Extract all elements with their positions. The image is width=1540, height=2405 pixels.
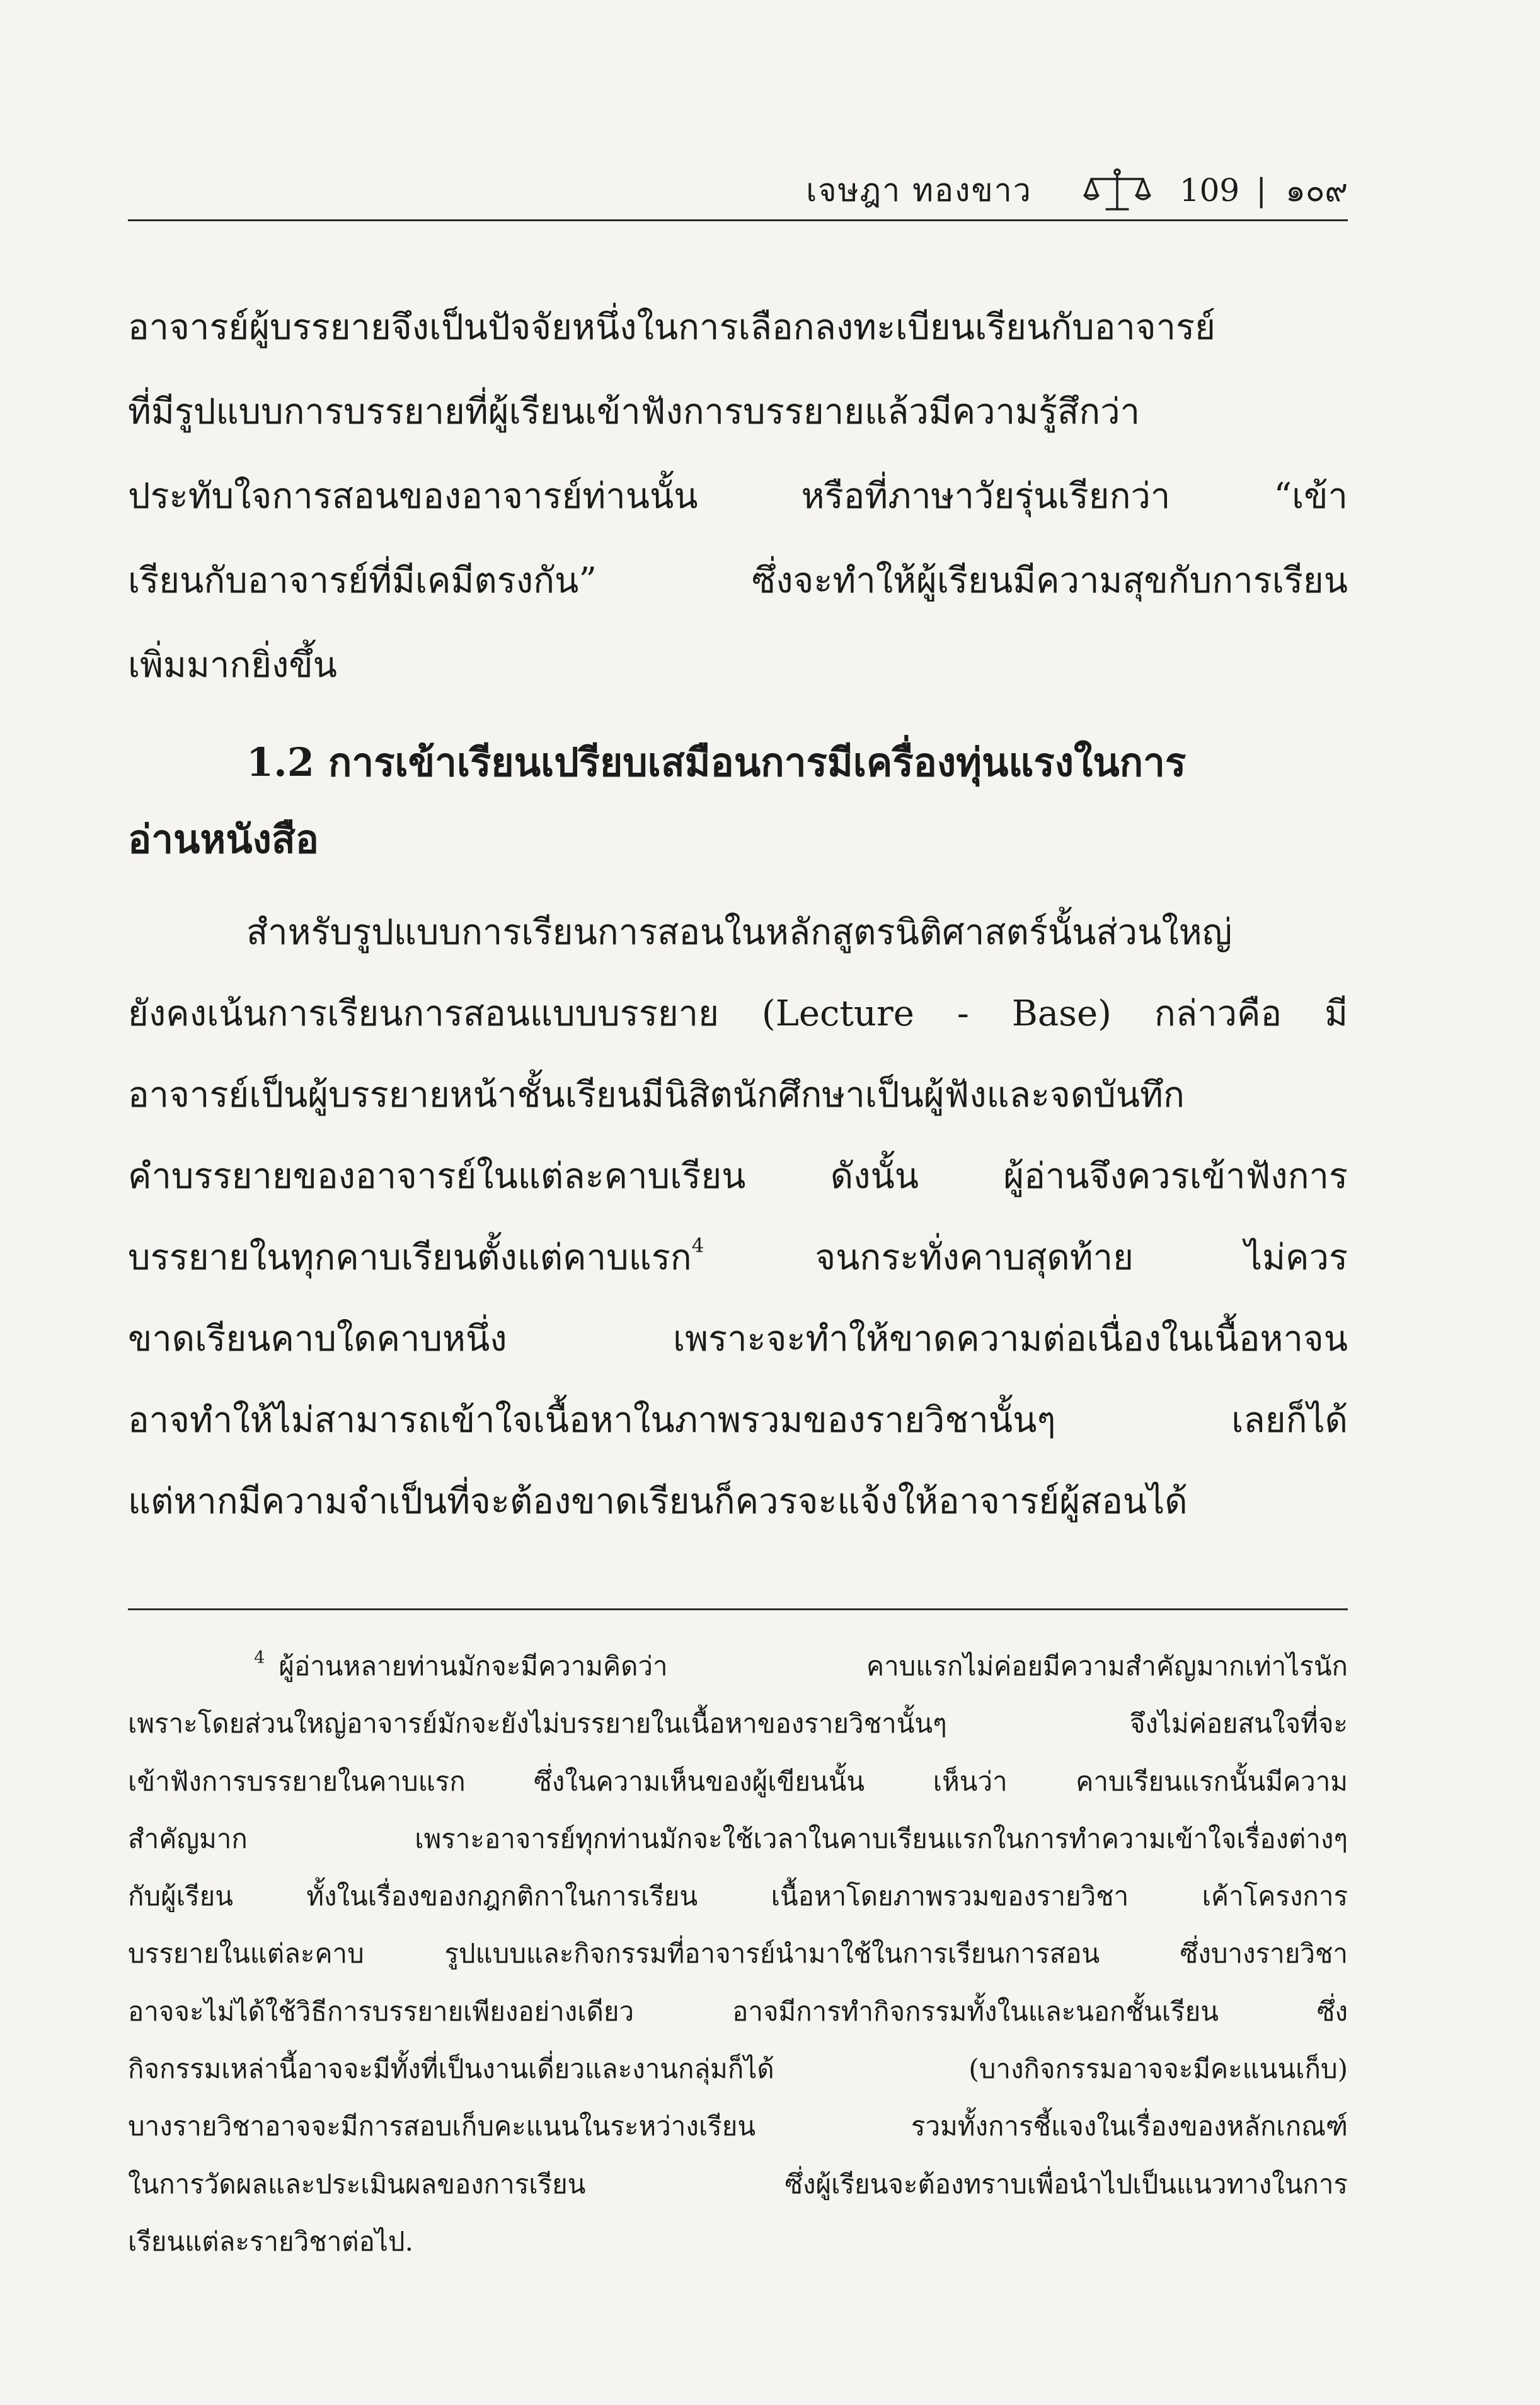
section-number: 1.2 (246, 739, 314, 785)
heading-line (128, 724, 1348, 801)
footnote-line: เพราะโดยส่วนใหญ่อาจารย์มักจะยังไม่บรรยายในเนื้อหาของรายวิชานั้นๆ จึงไม่ค่อยสนใจที่จะ (128, 1708, 1348, 1739)
text-line: ที่มีรูปแบบการบรรยายที่ผู้เรียนเข้าฟังการบรรยายแล้วมีความรู้สึกว่า (128, 391, 1141, 432)
text-line: คำบรรยายของอาจารย์ในแต่ละคาบเรียน ดังนั้น ผู้อ่านจึงควรเข้าฟังการ (128, 1156, 1348, 1197)
text-line: สำหรับรูปแบบการเรียนการสอนในหลักสูตรนิติศาสตร์นั้นส่วนใหญ่ (246, 912, 1233, 953)
heading-line: อ่านหนังสือ (128, 816, 319, 862)
text-line: ยังคงเน้นการเรียนการสอนแบบบรรยาย (Lecture - Base) กล่าวคือ มี (128, 993, 1348, 1034)
text-line: ขาดเรียนคาบใดคาบหนึ่ง เพราะจะทำให้ขาดความต่อเนื่องในเนื้อหาจน (128, 1318, 1348, 1359)
header-rule (128, 219, 1348, 221)
footnote-line: อาจจะไม่ได้ใช้วิธีการบรรยายเพียงอย่างเดียว อาจมีการทำกิจกรรมทั้งในและนอกชั้นเรียน ซึ่ง (128, 1995, 1348, 2027)
text-line (128, 1217, 1348, 1298)
footnote-line: เข้าฟังการบรรยายในคาบแรก ซึ่งในความเห็นของผู้เขียนนั้น เห็นว่า คาบเรียนแรกนั้นมีความ (128, 1765, 1348, 1797)
text-line: เรียนกับอาจารย์ที่มีเคมีตรงกัน” ซึ่งจะทำให้ผู้เรียนมีความสุขกับการเรียน (128, 560, 1348, 601)
text-line: อาจารย์เป็นผู้บรรยายหน้าชั้นเรียนมีนิสิตนักศึกษาเป็นผู้ฟังและจดบันทึก (128, 1075, 1185, 1116)
footnote (128, 1637, 1348, 2270)
footnote-reference: 4 (691, 1234, 704, 1257)
footnote-rule (128, 1608, 1348, 1610)
paragraph-1 (128, 285, 1348, 708)
paragraph-2 (128, 892, 1348, 1542)
footnote-line: บรรยายในแต่ละคาบ รูปแบบและกิจกรรมที่อาจารย์นำมาใช้ในการเรียนการสอน ซึ่งบางรายวิชา (128, 1938, 1348, 1970)
footnote-line: กิจกรรมเหล่านี้อาจจะมีทั้งที่เป็นงานเดี่ยวและงานกลุ่มก็ได้ (บางกิจกรรมอาจจะมีคะแนนเก็บ) (128, 2053, 1348, 2085)
page-number-separator: | (1256, 172, 1267, 209)
footnote-marker: 4 (254, 1647, 265, 1668)
section-heading (128, 724, 1348, 878)
text-line: แต่หากมีความจำเป็นที่จะต้องขาดเรียนก็ควรจะแจ้งให้อาจารย์ผู้สอนได้ (128, 1481, 1188, 1522)
thai-page-number: ๑๐๙ (1285, 171, 1348, 209)
footnote-line: เรียนแต่ละรายวิชาต่อไป. (128, 2225, 413, 2257)
footnote-line: บางรายวิชาอาจจะมีการสอบเก็บคะแนนในระหว่างเรียน รวมทั้งการชี้แจงในเรื่องของหลักเกณฑ์ (128, 2111, 1348, 2142)
author-name: เจษฎา ทองขาว (806, 171, 1032, 209)
heading-text: การเข้าเรียนเปรียบเสมือนการมีเครื่องทุ่นแรงในการ (328, 739, 1187, 785)
footnote-line: กับผู้เรียน ทั้งในเรื่องของกฎกติกาในการเรียน เนื้อหาโดยภาพรวมของรายวิชา เค้าโครงการ (128, 1881, 1348, 1912)
text-line: อาจทำให้ไม่สามารถเข้าใจเนื้อหาในภาพรวมของรายวิชานั้นๆ เลยก็ได้ (128, 1400, 1348, 1441)
scales-of-justice-icon (1083, 166, 1152, 214)
footnote-line: ในการวัดผลและประเมินผลของการเรียน ซึ่งผู้เรียนจะต้องทราบเพื่อนำไปเป็นแนวทางในการ (128, 2168, 1348, 2200)
text-line: อาจารย์ผู้บรรยายจึงเป็นปัจจัยหนึ่งในการเลือกลงทะเบียนเรียนกับอาจารย์ (128, 307, 1215, 348)
text-line: ประทับใจการสอนของอาจารย์ท่านนั้น หรือที่ภาษาวัยรุ่นเรียกว่า “เข้า (128, 476, 1348, 517)
footnote-line (128, 1637, 1348, 1695)
footnote-line: สำคัญมาก เพราะอาจารย์ทุกท่านมักจะใช้เวลาในคาบเรียนแรกในการทำความเข้าใจเรื่องต่างๆ (128, 1823, 1348, 1854)
page-number: 109 (1179, 172, 1240, 209)
text-segment: บรรยายในทุกคาบเรียนตั้งแต่คาบแรก (128, 1237, 692, 1278)
text-line: เพิ่มมากยิ่งขึ้น (128, 645, 337, 686)
footnote-text: ผู้อ่านหลายท่านมักจะมีความคิดว่า คาบแรกไม่ค่อยมีความสำคัญมากเท่าไรนัก (279, 1651, 1348, 1681)
running-header (806, 165, 1348, 216)
text-segment: จนกระทั่งคาบสุดท้าย ไม่ควร (704, 1237, 1348, 1278)
